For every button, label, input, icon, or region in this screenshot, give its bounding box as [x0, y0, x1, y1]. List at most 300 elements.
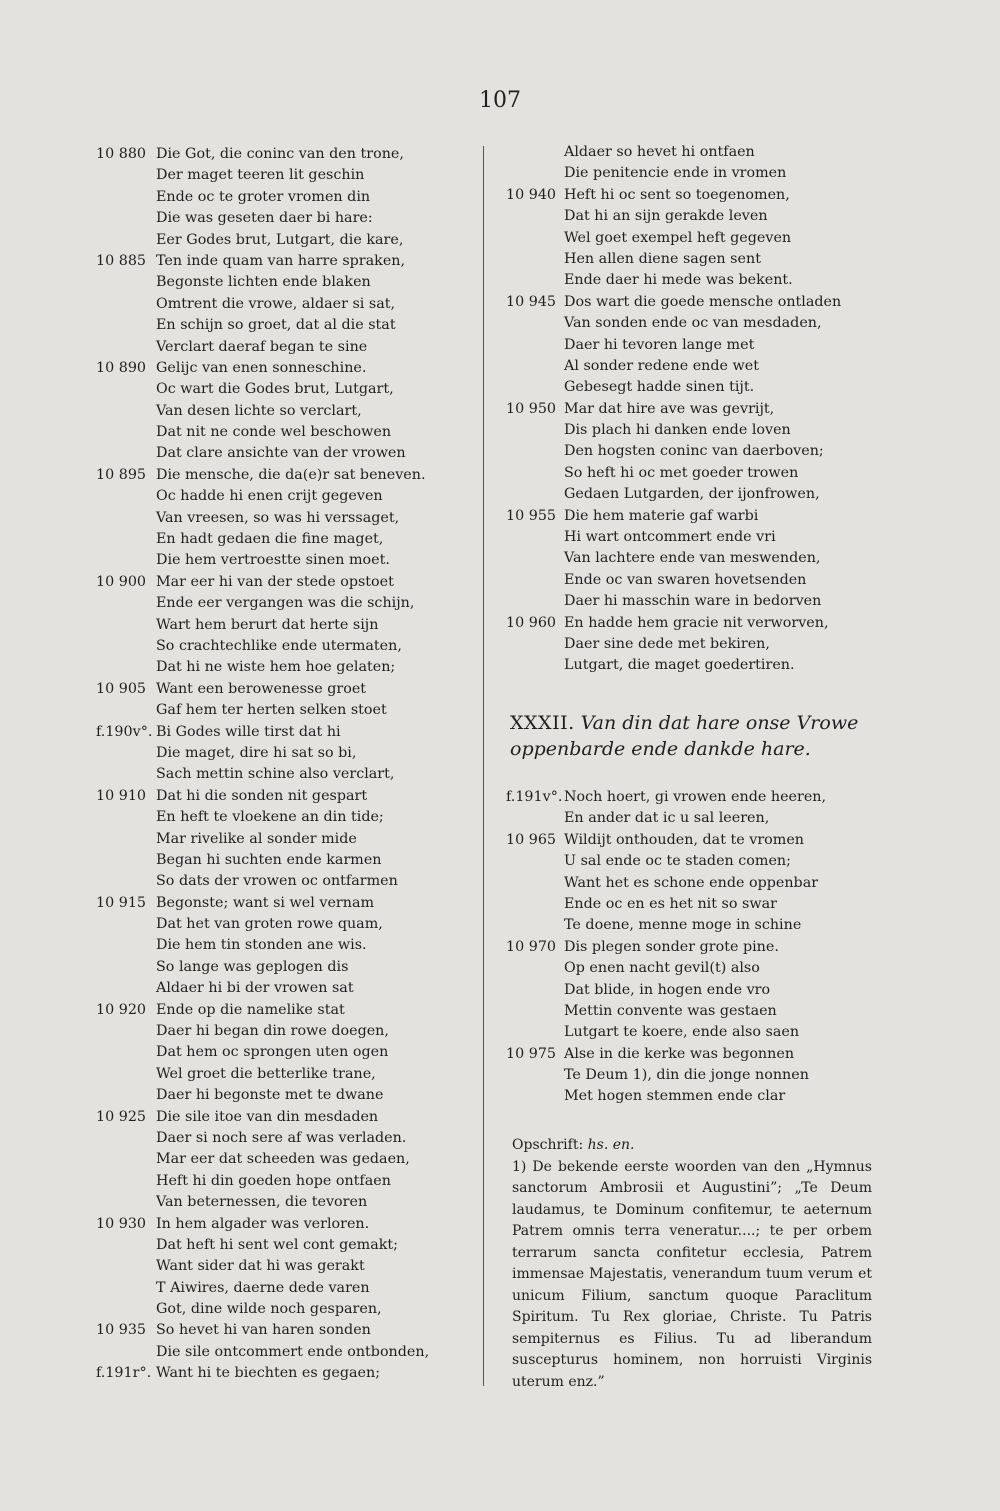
verse-text: Aldaer so hevet hi ontfaen: [564, 144, 755, 160]
verse-line: [96, 1299, 476, 1320]
verse-text: Ende oc en es het nit so swar: [564, 895, 777, 912]
verse-text: Ende oc te groter vromen din: [156, 188, 371, 205]
line-number: [506, 206, 564, 227]
line-number: [96, 935, 156, 956]
verse-text: Oc wart die Godes brut, Lutgart,: [156, 381, 394, 398]
verse-text: So heft hi oc met goeder trowen: [564, 464, 799, 481]
verse-text: Van sonden ende oc van mesdaden,: [564, 315, 822, 332]
line-number: 10 925: [96, 1108, 147, 1125]
line-number: 10 885: [96, 252, 147, 269]
verse-text: Begonste lichten ende blaken: [156, 274, 371, 291]
verse-text: Daer hi masschin ware in bedorven: [564, 593, 822, 610]
verse-text: Van lachtere ende van meswenden,: [564, 550, 821, 567]
line-number: [506, 420, 564, 441]
verse-text: Dat hi die sonden nit gespart: [156, 787, 368, 804]
line-number: [96, 422, 156, 443]
verse-line: [96, 529, 476, 550]
verse-line: [96, 1214, 476, 1235]
verse-line: [96, 743, 476, 764]
verse-line: [96, 165, 476, 186]
line-number: [96, 187, 156, 208]
verse-text: Begonste; want si wel vernam: [156, 894, 375, 911]
line-number: [96, 529, 156, 550]
verse-line: [96, 443, 476, 464]
verse-line: [96, 1256, 476, 1277]
verse-text: T Aiwires, daerne dede varen: [156, 1279, 370, 1296]
verse-line: [96, 401, 476, 422]
verse-text: Noch hoert, gi vrowen ende heeren,: [564, 789, 827, 805]
chapter-title: Van din dat hare onse Vrowe oppenbarde ende dankde hare.: [510, 712, 859, 760]
verse-text: Dat nit ne conde wel beschowen: [156, 424, 392, 441]
verse-line: [506, 163, 906, 184]
verse-text: Began hi suchten ende karmen: [156, 851, 382, 868]
footnotes: [512, 1135, 872, 1393]
verse-line: [96, 893, 476, 914]
verse-text: Bi Godes wille tirst dat hi: [156, 723, 341, 740]
line-number: 10 975: [506, 1045, 557, 1062]
verse-line: [96, 208, 476, 229]
line-number: [96, 807, 156, 828]
verse-line: [96, 1342, 476, 1363]
line-number: [96, 486, 156, 507]
verse-line: [506, 894, 906, 915]
verse-text: En hadt gedaen die fine maget,: [156, 531, 384, 548]
verse-line: [96, 1128, 476, 1149]
line-number: [96, 401, 156, 422]
line-number: [96, 829, 156, 850]
verse-text: Mar eer dat scheeden was gedaen,: [156, 1151, 410, 1168]
line-number: 10 915: [96, 894, 147, 911]
verse-text: Dat hem oc sprongen uten ogen: [156, 1044, 389, 1061]
verse-text: Op enen nacht gevil(t) also: [564, 960, 760, 977]
verse-line: [96, 657, 476, 678]
verse-text: Dis plach hi danken ende loven: [564, 422, 791, 439]
line-number: [96, 700, 156, 721]
verse-text: Want een berowenesse groet: [156, 680, 367, 697]
verse-text: Die maget, dire hi sat so bi,: [156, 744, 357, 761]
verse-line: [96, 315, 476, 336]
verse-line: [506, 420, 906, 441]
verse-text: Wel groet die betterlike trane,: [156, 1065, 376, 1082]
line-number: 10 930: [96, 1215, 147, 1232]
verse-text: So hevet hi van haren sonden: [156, 1322, 371, 1339]
line-number: 10 960: [506, 614, 557, 631]
verse-text: Van beternessen, die tevoren: [156, 1194, 368, 1211]
verse-line: [506, 399, 906, 420]
verse-line: [506, 249, 906, 270]
verse-text: Alse in die kerke was begonnen: [564, 1045, 795, 1062]
line-number: 10 940: [506, 186, 557, 203]
verse-text: Dat hi an sijn gerakde leven: [564, 208, 768, 225]
line-number: [96, 1342, 156, 1363]
verse-line: [96, 1085, 476, 1106]
line-number: [506, 356, 564, 377]
verse-line: [96, 187, 476, 208]
verse-line: [96, 593, 476, 614]
verse-line: [96, 764, 476, 785]
line-number: [96, 379, 156, 400]
verse-line: [96, 379, 476, 400]
verse-text: Daer hi tevoren lange met: [564, 336, 755, 353]
verse-text: Gelijc van enen sonneschine.: [156, 359, 367, 376]
line-number: [506, 634, 564, 655]
verse-line: [96, 230, 476, 251]
verse-line: [96, 1042, 476, 1063]
verse-line: [506, 570, 906, 591]
verse-line: [96, 914, 476, 935]
verse-text: Daer hi begonste met te dwane: [156, 1087, 384, 1104]
footnote-1: 1) De bekende eerste woorden van den „Hymnus sanctorum Ambrosii et Augustini”; „Te Deum laudamus, te Dominum confitemur, te aeternum Patrem omnis terra veneratur....; te per orbem terrarum sancta confitetur ecclesia, Patrem immensae Majestatis, venerandum tuum verum et unicum Filium, sanctum quoque Paraclitum Spiritum. Tu Rex gloriae, Christe. Tu Patris sempiternus es Filius. Tu ad liberandum suscepturus hominem, non horruisti Virginis uterum enz.”: [512, 1158, 872, 1390]
verse-text: Gebesegt hadde sinen tijt.: [564, 379, 755, 396]
verse-text: Van desen lichte so verclart,: [156, 402, 362, 419]
verse-text: Dos wart die goede mensche ontladen: [564, 293, 842, 310]
verse-text: Verclart daeraf began te sine: [156, 338, 368, 355]
line-number: [96, 593, 156, 614]
line-number: f.191v°.: [506, 789, 563, 805]
verse-line: [506, 1065, 906, 1086]
line-number: 10 895: [96, 466, 147, 483]
line-number: [96, 1192, 156, 1213]
line-number: [506, 548, 564, 569]
line-number: [506, 980, 564, 1001]
line-number: 10 880: [96, 146, 147, 162]
line-number: 10 920: [96, 1001, 147, 1018]
verse-line: [96, 1171, 476, 1192]
line-number: 10 970: [506, 938, 557, 955]
verse-line: [506, 634, 906, 655]
line-number: [506, 958, 564, 979]
verse-text: Wel goet exempel heft gegeven: [564, 229, 792, 246]
line-number: [96, 1085, 156, 1106]
line-number: [96, 337, 156, 358]
verse-line: [96, 1320, 476, 1341]
verse-text: Hen allen diene sagen sent: [564, 250, 761, 267]
verse-text: En ander dat ic u sal leeren,: [564, 810, 770, 827]
line-number: [96, 443, 156, 464]
line-number: [96, 1171, 156, 1192]
line-number: 10 905: [96, 680, 147, 697]
verse-line: [506, 1086, 906, 1107]
verse-line: [506, 851, 906, 872]
line-number: [96, 764, 156, 785]
verse-text: Die mensche, die da(e)r sat beneven.: [156, 466, 426, 483]
line-number: [506, 463, 564, 484]
verse-line: [96, 251, 476, 272]
verse-line: [96, 978, 476, 999]
verse-line: [506, 655, 906, 676]
line-number: 10 935: [96, 1322, 147, 1339]
line-number: [506, 1065, 564, 1086]
line-number: [96, 1299, 156, 1320]
verse-line: [96, 1000, 476, 1021]
verse-line: [506, 185, 906, 206]
verse-text: Want sider dat hi was gerakt: [156, 1258, 365, 1275]
verse-text: Die hem tin stonden ane wis.: [156, 937, 367, 954]
verse-text: Lutgart te koere, ende also saen: [564, 1024, 800, 1041]
line-number: [96, 208, 156, 229]
column-divider: [483, 146, 484, 1386]
verse-line: [506, 228, 906, 249]
verse-line: [506, 527, 906, 548]
verse-line: [506, 463, 906, 484]
verse-line: [506, 484, 906, 505]
line-number: [506, 915, 564, 936]
caption-label: Opschrift:: [512, 1137, 584, 1153]
verse-text: Wildijt onthouden, dat te vromen: [564, 831, 804, 848]
verse-line: [96, 550, 476, 571]
verse-line: [96, 144, 476, 165]
verse-line: [96, 294, 476, 315]
line-number: 10 965: [506, 831, 557, 848]
verse-text: Dat clare ansichte van der vrowen: [156, 445, 406, 462]
line-number: [96, 1256, 156, 1277]
verse-text: Mar eer hi van der stede opstoet: [156, 573, 394, 590]
verse-line: [96, 786, 476, 807]
verse-text: Oc hadde hi enen crijt gegeven: [156, 488, 383, 505]
verse-line: [506, 313, 906, 334]
verse-text: Den hogsten coninc van daerboven;: [564, 443, 824, 460]
verse-line: [96, 1107, 476, 1128]
line-number: [96, 508, 156, 529]
line-number: [506, 851, 564, 872]
line-number: [506, 335, 564, 356]
verse-line: [96, 1149, 476, 1170]
verse-text: Got, dine wilde noch gesparen,: [156, 1301, 382, 1318]
verse-line: [96, 465, 476, 486]
right-verse-column: [506, 142, 906, 677]
verse-line: [506, 506, 906, 527]
line-number: [96, 230, 156, 251]
line-number: [96, 1128, 156, 1149]
line-number: [506, 1086, 564, 1107]
verse-line: [506, 548, 906, 569]
line-number: [506, 527, 564, 548]
verse-text: Want het es schone ende oppenbar: [564, 874, 819, 891]
verse-line: [506, 1022, 906, 1043]
line-number: [96, 636, 156, 657]
verse-text: Die sile itoe van din mesdaden: [156, 1108, 379, 1125]
verse-line: [96, 957, 476, 978]
verse-line: [96, 700, 476, 721]
verse-line: [96, 1021, 476, 1042]
verse-line: [506, 270, 906, 291]
verse-text: Heft hi oc sent so toegenomen,: [564, 186, 790, 203]
verse-text: En schijn so groet, dat al die stat: [156, 317, 396, 334]
verse-line: [96, 1363, 476, 1384]
line-number: f.191r°.: [96, 1365, 152, 1382]
verse-text: So lange was geplogen dis: [156, 958, 349, 975]
verse-text: Ende oc van swaren hovetsenden: [564, 571, 807, 588]
caption-note: [512, 1135, 872, 1157]
line-number: [96, 315, 156, 336]
verse-text: Te doene, menne moge in schine: [564, 917, 802, 934]
verse-text: En heft te vloekene an din tide;: [156, 809, 384, 826]
verse-text: Lutgart, die maget goedertiren.: [564, 657, 795, 674]
verse-text: Die Got, die coninc van den trone,: [156, 146, 404, 162]
verse-line: [506, 206, 906, 227]
line-number: [96, 1149, 156, 1170]
line-number: [96, 743, 156, 764]
verse-text: Heft hi din goeden hope ontfaen: [156, 1172, 391, 1189]
line-number: [96, 978, 156, 999]
verse-line: [506, 787, 906, 808]
line-number: [506, 313, 564, 334]
verse-text: Dat blide, in hogen ende vro: [564, 981, 771, 998]
line-number: 10 890: [96, 359, 147, 376]
line-number: [506, 655, 564, 676]
verse-line: [506, 958, 906, 979]
page-number: 107: [479, 88, 521, 113]
chapter-number: XXXII.: [510, 712, 575, 734]
verse-line: [96, 1235, 476, 1256]
verse-text: So crachtechlike ende utermaten,: [156, 637, 402, 654]
line-number: [96, 1042, 156, 1063]
verse-line: [96, 486, 476, 507]
line-number: [506, 377, 564, 398]
verse-line: [506, 1044, 906, 1065]
line-number: [96, 1278, 156, 1299]
verse-line: [506, 613, 906, 634]
verse-line: [96, 935, 476, 956]
verse-line: [96, 337, 476, 358]
verse-line: [506, 915, 906, 936]
verse-text: Omtrent die vrowe, aldaer si sat,: [156, 295, 396, 312]
verse-line: [96, 807, 476, 828]
line-number: [506, 249, 564, 270]
line-number: [96, 165, 156, 186]
verse-text: Hi wart ontcommert ende vri: [564, 529, 776, 546]
verse-text: Al sonder redene ende wet: [564, 357, 759, 374]
line-number: [96, 550, 156, 571]
line-number: [96, 294, 156, 315]
line-number: [506, 808, 564, 829]
verse-text: Met hogen stemmen ende clar: [564, 1088, 786, 1105]
verse-text: Wart hem berurt dat herte sijn: [156, 616, 379, 633]
verse-line: [506, 377, 906, 398]
line-number: [96, 914, 156, 935]
verse-line: [96, 358, 476, 379]
verse-line: [506, 356, 906, 377]
line-number: [506, 873, 564, 894]
verse-text: Daer si noch sere af was verladen.: [156, 1129, 407, 1146]
verse-line: [96, 508, 476, 529]
verse-text: Gedaen Lutgarden, der ijonfrowen,: [564, 486, 820, 503]
verse-text: So dats der vrowen oc ontfarmen: [156, 873, 398, 890]
verse-line: [506, 441, 906, 462]
verse-line: [506, 808, 906, 829]
verse-text: Die penitencie ende in vromen: [564, 165, 787, 182]
left-verse-column: [96, 144, 476, 1385]
verse-text: Mar dat hire ave was gevrijt,: [564, 400, 775, 417]
verse-line: [96, 572, 476, 593]
verse-line: [96, 829, 476, 850]
line-number: [506, 484, 564, 505]
verse-text: Aldaer hi bi der vrowen sat: [156, 980, 354, 997]
verse-text: Dat het van groten rowe quam,: [156, 916, 383, 933]
verse-text: In hem algader was verloren.: [156, 1215, 370, 1232]
verse-text: Dat heft hi sent wel cont gemakt;: [156, 1236, 398, 1253]
verse-text: Gaf hem ter herten selken stoet: [156, 702, 387, 719]
verse-text: Dat hi ne wiste hem hoe gelaten;: [156, 659, 396, 676]
verse-line: [506, 980, 906, 1001]
line-number: [96, 615, 156, 636]
verse-line: [506, 292, 906, 313]
line-number: 10 955: [506, 507, 557, 524]
line-number: [506, 894, 564, 915]
verse-text: Die sile ontcommert ende ontbonden,: [156, 1343, 430, 1360]
line-number: [96, 272, 156, 293]
line-number: [96, 957, 156, 978]
verse-line: [96, 615, 476, 636]
verse-text: Die was geseten daer bi hare:: [156, 210, 373, 227]
verse-text: Eer Godes brut, Lutgart, die kare,: [156, 231, 404, 248]
verse-line: [96, 636, 476, 657]
verse-text: Daer hi began din rowe doegen,: [156, 1023, 389, 1040]
verse-text: U sal ende oc te staden comen;: [564, 853, 791, 870]
verse-line: [96, 850, 476, 871]
verse-text: Ende op die namelike stat: [156, 1001, 345, 1018]
right-verse-column-continued: [506, 787, 906, 1108]
line-number: [506, 1001, 564, 1022]
line-number: [506, 270, 564, 291]
line-number: 10 900: [96, 573, 147, 590]
verse-line: [96, 1192, 476, 1213]
verse-text: Die hem materie gaf warbi: [564, 507, 759, 524]
verse-line: [506, 830, 906, 851]
verse-line: [96, 1064, 476, 1085]
line-number: [96, 871, 156, 892]
line-number: f.190v°.: [96, 723, 153, 740]
line-number: [96, 1064, 156, 1085]
line-number: [96, 657, 156, 678]
verse-text: En hadde hem gracie nit verworven,: [564, 614, 829, 631]
verse-text: Ende daer hi mede was bekent.: [564, 272, 793, 289]
line-number: [506, 142, 564, 163]
verse-line: [506, 591, 906, 612]
line-number: [506, 591, 564, 612]
verse-line: [506, 937, 906, 958]
line-number: [506, 1022, 564, 1043]
verse-text: Want hi te biechten es gegaen;: [156, 1365, 381, 1382]
line-number: [506, 570, 564, 591]
verse-text: Sach mettin schine also verclart,: [156, 766, 395, 783]
verse-line: [96, 1278, 476, 1299]
verse-text: Ten inde quam van harre spraken,: [156, 252, 406, 269]
verse-text: Mar rivelike al sonder mide: [156, 830, 357, 847]
verse-line: [96, 422, 476, 443]
verse-line: [96, 679, 476, 700]
verse-line: [96, 722, 476, 743]
line-number: [506, 228, 564, 249]
verse-line: [96, 871, 476, 892]
verse-text: Mettin convente was gestaen: [564, 1002, 777, 1019]
verse-text: Der maget teeren lit geschin: [156, 167, 365, 184]
line-number: [96, 1235, 156, 1256]
line-number: 10 950: [506, 400, 557, 417]
line-number: 10 910: [96, 787, 147, 804]
verse-line: [96, 272, 476, 293]
verse-text: Daer sine dede met bekiren,: [564, 635, 770, 652]
line-number: [506, 163, 564, 184]
verse-text: Te Deum 1), din die jonge nonnen: [564, 1067, 809, 1084]
verse-line: [506, 142, 906, 163]
line-number: [96, 850, 156, 871]
line-number: [506, 441, 564, 462]
verse-text: Van vreesen, so was hi verssaget,: [156, 509, 400, 526]
verse-line: [506, 1001, 906, 1022]
line-number: [96, 1021, 156, 1042]
chapter-heading: [510, 710, 900, 762]
